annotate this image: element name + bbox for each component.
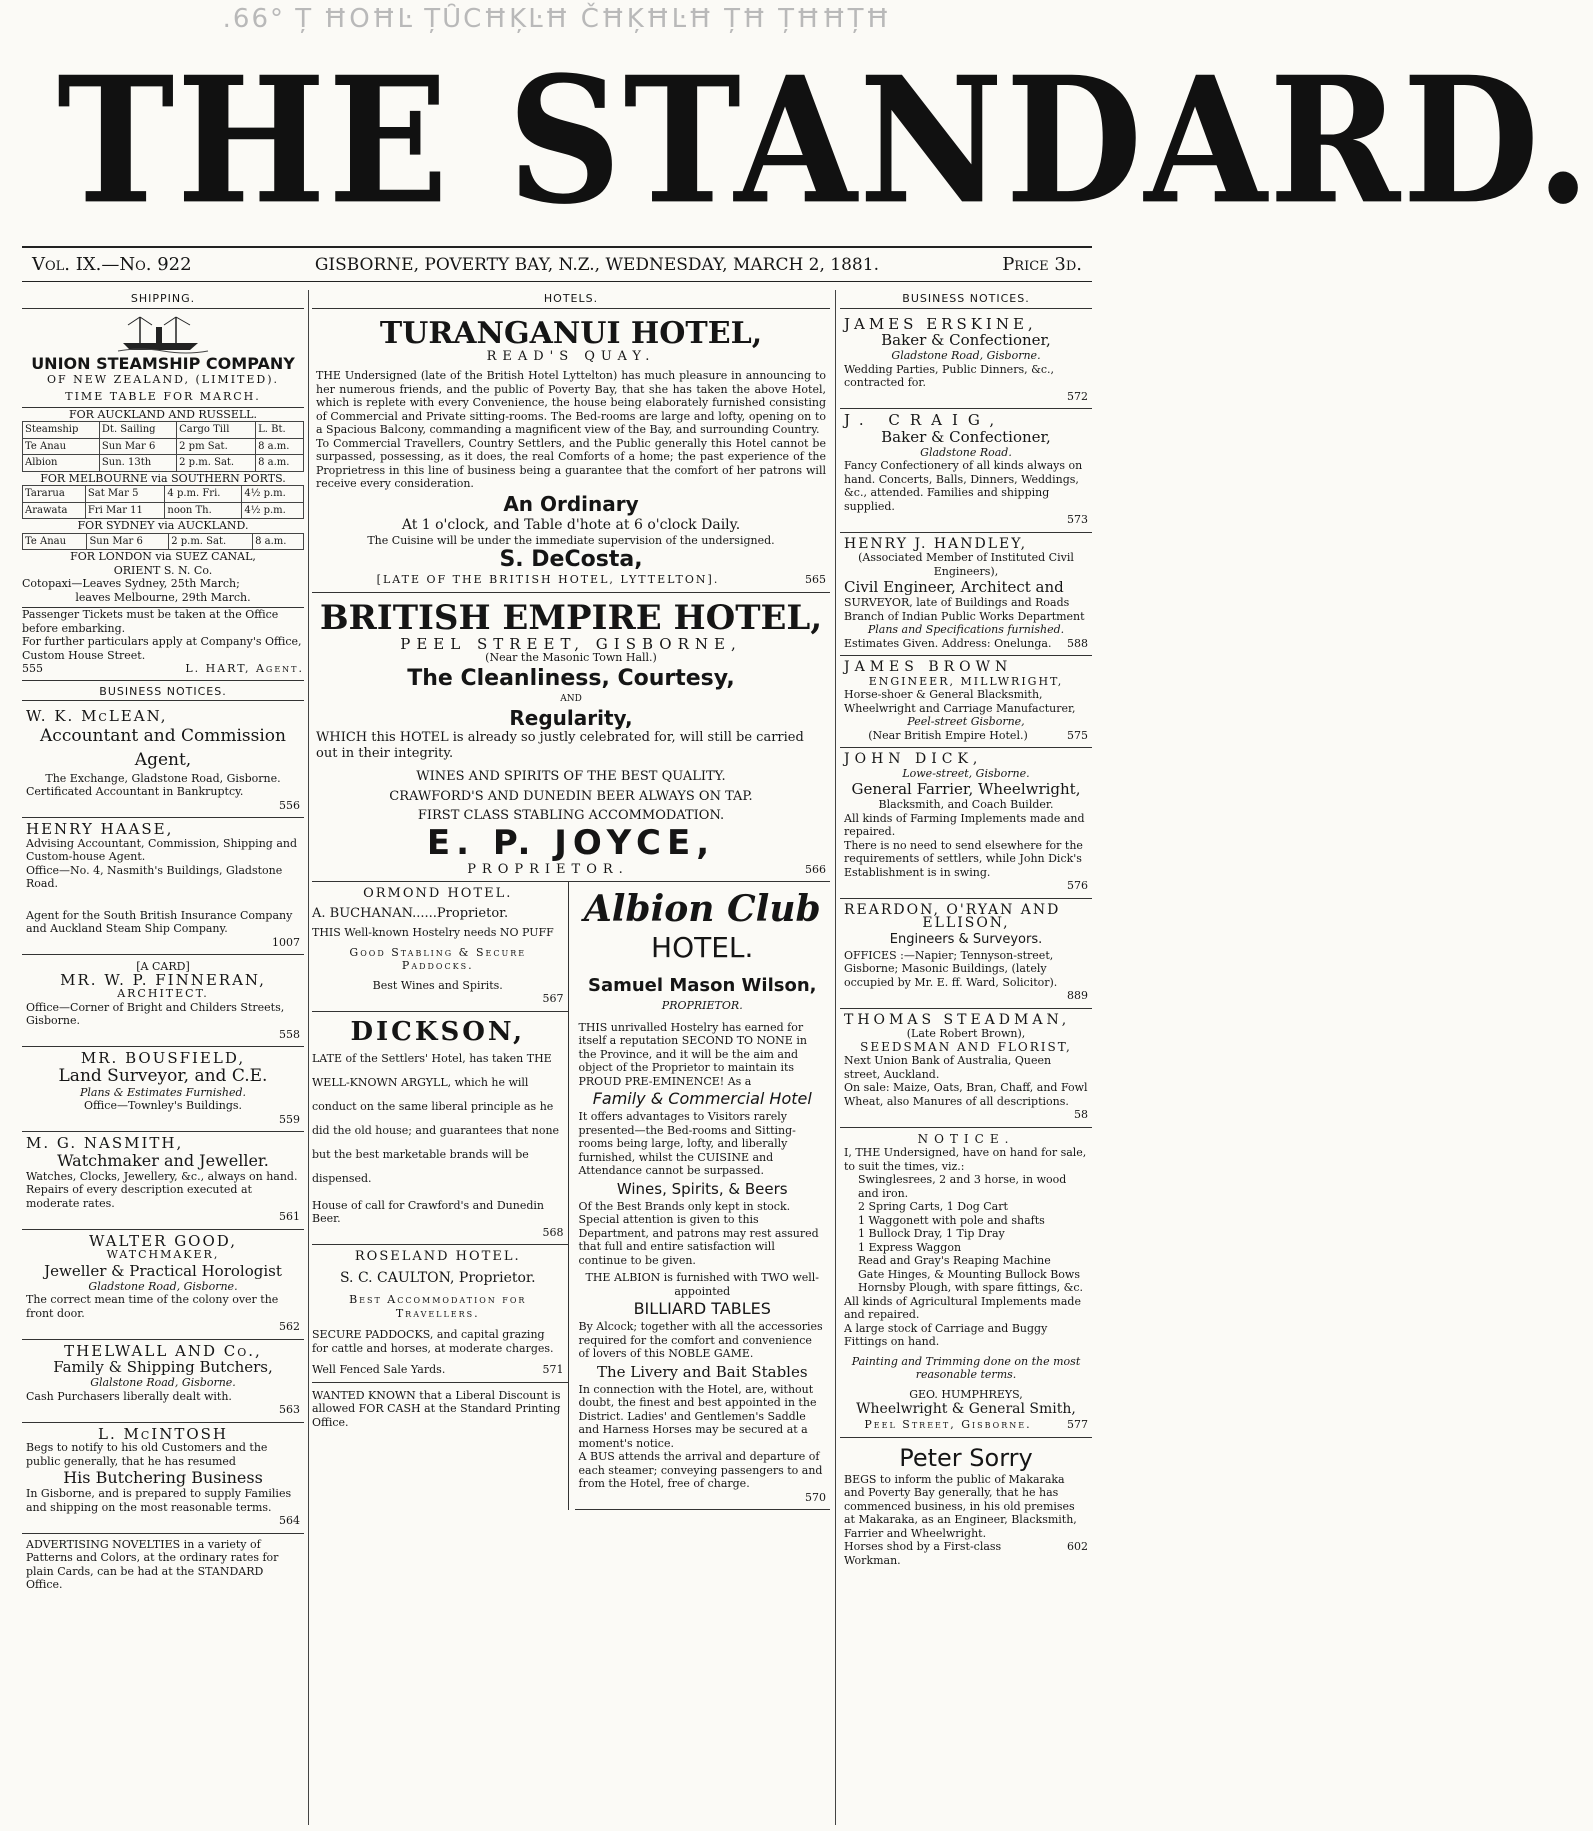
table-cell: Sun Mar 6 xyxy=(87,533,169,550)
ad-name: W. K. McLEAN, xyxy=(26,707,168,725)
notice-stock: A large stock of Carriage and Buggy Fittings on hand. xyxy=(844,1321,1048,1348)
table-cell: 4 p.m. Fri. xyxy=(165,486,242,503)
ad-brown xyxy=(840,656,1092,748)
ad-note: There is no need to send elsewhere for the requirements of settlers, while John Dick's Establishment is in swing. xyxy=(844,838,1083,879)
ad-ref: 588 xyxy=(1067,636,1088,650)
ad-body: THE Undersigned (late of the British Hotel Lyttelton) has much pleasure in announcing to her numerous friends, and the public of Poverty Bay, that she has taken the above Hotel, which is replete with every Convenience, the house being elaborately furnished consisting of Commercial and Private sitting-rooms. The Bed-rooms are large and lofty, opening on to a Spacious Balcony, commanding a magnificent view of the Bay, and surrounding Country. xyxy=(316,369,826,436)
particulars-note: For further particulars apply at Company's Office, Custom House Street. xyxy=(22,635,302,662)
hotel-name: ORMOND HOTEL. xyxy=(363,886,513,901)
ad-office: Office—Townley's Buildings. xyxy=(83,1099,243,1112)
ad-address: Gladstone Road, Gisborne. xyxy=(88,1279,238,1293)
notice-desc: I, THE Undersigned, have on hand for sale, to suit the times, viz.: xyxy=(844,1146,1087,1173)
estimates-line xyxy=(844,637,1088,651)
ad-wanted xyxy=(312,1383,568,1436)
near-text: (Near British Empire Hotel.) xyxy=(868,728,1028,742)
ad-assoc: (Associated Member of Instituted Civil Engineers), xyxy=(858,551,1074,578)
newspaper-page xyxy=(22,0,1593,1831)
hotel-address: READ'S QUAY. xyxy=(486,348,656,364)
ad-desc4: By Alcock; together with all the accessories required for the comfort and convenience of lovers of this NOBLE GAME. xyxy=(578,1320,823,1360)
masthead-title: THE STANDARD. xyxy=(57,39,1593,244)
wines-line: WINES AND SPIRITS OF THE BEST QUALITY. xyxy=(416,769,726,784)
horses-text: Horses shod by a First-class Workman. xyxy=(844,1540,1002,1567)
ad-desc: THIS unrivalled Hostelry has earned for itself a reputation SECOND TO NONE in the Province, and it will be the aim and object of the Proprietor to maintain its PROUD PRE-EMINENCE! As a xyxy=(578,1020,807,1088)
ad-name: HENRY HAASE, xyxy=(26,820,174,838)
proprietor-name: E. P. JOYCE, xyxy=(426,822,716,863)
ad-desc: BEGS to inform the public of Makaraka and Poverty Bay generally, that he has commenced business, in his old premises at Makaraka, as an Engineer, Blacksmith, Farrier and Wheelwright. xyxy=(844,1472,1077,1540)
steamship-icon xyxy=(118,313,208,353)
ad-office: Office—No. 4, Nasmith's Buildings, Gladstone Road. xyxy=(26,863,283,890)
prop-line xyxy=(316,863,826,877)
ad-dick xyxy=(840,748,1092,899)
cotopaxi-departure: Cotopaxi—Leaves Sydney, 25th March; xyxy=(22,577,240,590)
ad-address: Gladstone Road. xyxy=(920,445,1012,459)
ad-ref: 558 xyxy=(279,1027,300,1041)
passenger-note: Passenger Tickets must be taken at the Office before embarking. xyxy=(22,607,304,635)
ad-address: Peel Street, Gisborne. xyxy=(864,1418,1032,1431)
ad-title: Baker & Confectioner, xyxy=(881,331,1051,349)
ad-desc: Advising Accountant, Commission, Shipping and Custom-house Agent. xyxy=(26,836,298,863)
ad-name: JAMES BROWN xyxy=(844,659,1013,675)
ad-desc3: Of the Best Brands only kept in stock. Special attention is given to this Department, and patrons may rest assured that full and entire satisfaction will continue to be given. xyxy=(578,1199,819,1267)
hotel-label: HOTEL. xyxy=(651,931,754,964)
hotel-name: ROSELAND HOTEL. xyxy=(354,1249,521,1264)
table-row xyxy=(23,455,304,472)
ad-ref: 575 xyxy=(1067,728,1088,742)
slogan-line2: Regularity, xyxy=(509,706,633,730)
proprietor-name: A. BUCHANAN......Proprietor. xyxy=(312,905,509,921)
table-row xyxy=(23,533,304,550)
cotopaxi-melbourne: leaves Melbourne, 29th March. xyxy=(75,590,251,604)
ad-desc5: In connection with the Hotel, are, without doubt, the finest and best appointed in the District. Ladies' and Gentlemen's Saddle and Harness Horses may be secured at a moment's notice. xyxy=(578,1382,817,1450)
route-melbourne: FOR MELBOURNE via SOUTHERN PORTS. xyxy=(40,471,286,485)
ad-craig xyxy=(840,409,1092,533)
table-cell: Tararua xyxy=(23,486,86,503)
ad-name: L. McINTOSH xyxy=(98,1424,228,1443)
ad-ref: 571 xyxy=(542,1363,564,1376)
table-cell: 2 pm Sat. xyxy=(177,438,256,455)
table-cell: 4½ p.m. xyxy=(242,486,304,503)
column-business xyxy=(840,292,1092,1572)
ad-address: Peel-street Gisborne, xyxy=(907,715,1025,728)
company-name: UNION STEAMSHIP COMPANY xyxy=(31,353,295,373)
ad-title: Wheelwright & General Smith, xyxy=(856,1401,1076,1417)
club-name: Albion Club xyxy=(583,888,821,930)
bus-note: A BUS attends the arrival and departure of each steamer; conveying passengers to and from the Hotel, free of charge. xyxy=(578,1450,823,1490)
ad-desc: THIS Well-known Hostelry needs NO PUFF xyxy=(312,926,554,939)
ad-desc2: It offers advantages to Visitors rarely presented—the Bed-rooms and Sitting-rooms being large, lofty, and liberally furnished, whilst the CUISINE and Attendance cannot be surpassed. xyxy=(578,1110,796,1177)
ad-name: HENRY J. HANDLEY, xyxy=(844,535,1028,552)
ad-peter-sorry xyxy=(840,1438,1092,1573)
ad-desc: Cash Purchasers liberally dealt with. xyxy=(26,1389,232,1403)
notice-agr: All kinds of Agricultural Implements made and repaired. xyxy=(844,1294,1081,1321)
ad-address: Gladstone Road, Gisborne. xyxy=(891,349,1041,362)
ad-ref: 1007 xyxy=(272,935,300,949)
column-rule xyxy=(308,290,309,1825)
table-cell: Fri Mar 11 xyxy=(85,502,165,519)
ad-ref: 555 xyxy=(22,662,43,675)
proprietor-name: Samuel Mason Wilson, xyxy=(588,975,817,996)
ad-name: MR. BOUSFIELD, xyxy=(80,1049,246,1067)
ad-erskine xyxy=(840,313,1092,410)
route-auckland: FOR AUCKLAND AND RUSSELL. xyxy=(22,407,304,422)
timetable-melbourne xyxy=(22,485,304,519)
ad-name: THELWALL AND Co., xyxy=(64,1341,262,1360)
list-item: Hornsby Plough, with spare fittings, &c. xyxy=(858,1281,1084,1294)
notice-painting: Painting and Trimming done on the most reasonable terms. xyxy=(851,1354,1081,1381)
ad-ref: 889 xyxy=(1067,989,1088,1002)
list-item: 1 Bullock Dray, 1 Tip Dray xyxy=(858,1227,1005,1240)
ad-title: Land Surveyor, and C.E. xyxy=(58,1065,268,1086)
ad-sub: Blacksmith, and Coach Builder. xyxy=(878,798,1054,811)
ad-desc: Fancy Confectionery of all kinds always on hand. Concerts, Balls, Dinners, Weddings, &c., attended. Families and shipping supplied. xyxy=(844,459,1083,513)
list-item: Read and Gray's Reaping Machine xyxy=(858,1254,1051,1267)
ad-ref: 602 xyxy=(1067,1540,1088,1553)
yards-line xyxy=(312,1363,564,1377)
ad-mcintosh xyxy=(22,1423,304,1534)
ad-ref: 564 xyxy=(279,1514,300,1527)
near-line xyxy=(844,729,1088,743)
ad-plans: Plans & Estimates Furnished. xyxy=(79,1085,247,1099)
ad-agent: Agent for the South British Insurance Company and Auckland Steam Ship Company. xyxy=(26,908,293,935)
ad-ref: 572 xyxy=(1067,389,1088,403)
livery-heading: The Livery and Bait Stables xyxy=(596,1362,808,1381)
ad-title: WATCHMAKER, xyxy=(106,1248,220,1261)
table-cell: 8 a.m. xyxy=(253,533,304,550)
ad-british-empire xyxy=(312,593,830,883)
ad-haase xyxy=(22,818,304,955)
ad-title: Accountant and Commission Agent, xyxy=(40,725,286,770)
ad-desc: WANTED KNOWN that a Liberal Discount is allowed FOR CASH at the Standard Printing Office. xyxy=(312,1388,561,1429)
table-row xyxy=(23,502,304,519)
ad-desc: Wedding Parties, Public Dinners, &c., contracted for. xyxy=(844,362,1055,389)
family-heading: Family & Commercial Hotel xyxy=(592,1089,812,1108)
ad-title: Family & Shipping Butchers, xyxy=(53,1358,273,1376)
slogan-line1: The Cleanliness, Courtesy, xyxy=(407,665,735,691)
ad-ref: 573 xyxy=(1067,513,1088,526)
table-cell: Sun. 13th xyxy=(99,455,176,472)
hotels-lower xyxy=(312,882,830,1510)
geo-address-line xyxy=(844,1418,1088,1432)
ad-late: (Late Robert Brown), xyxy=(906,1027,1026,1040)
ad-ref: 58 xyxy=(1074,1108,1088,1121)
table-cell: 2 p.m. Sat. xyxy=(169,533,253,550)
ad-thelwall xyxy=(22,1340,304,1423)
ad-offices: OFFICES :—Napier; Tennyson-street, Gisborne; Masonic Buildings, (lately occupied by Mr. E. ff. Ward, Solicitor). xyxy=(844,948,1058,989)
horses-line xyxy=(844,1540,1088,1567)
section-heading-hotels: HOTELS. xyxy=(312,292,830,309)
table-cell: Te Anau xyxy=(23,438,100,455)
ad-name: JOHN DICK, xyxy=(844,751,983,767)
beer-line: CRAWFORD'S AND DUNEDIN BEER ALWAYS ON TAP. xyxy=(389,788,753,804)
furnished-line: THE ALBION is furnished with TWO well-appointed xyxy=(585,1271,819,1298)
list-item: Gate Hinges, & Mounting Bullock Bows xyxy=(858,1267,1080,1281)
table-cell: noon Th. xyxy=(165,502,242,519)
ad-nasmith xyxy=(22,1132,304,1230)
ad-body2: To Commercial Travellers, Country Settlers, and the Public generally this Hotel cannot be surpassed, possessing, as it does, the real Comforts of a home; the past experience of the Proprietress in this line of business being a guarantee that the comfort of her patrons will receive every consideration. xyxy=(316,436,826,490)
ad-title: Watchmaker and Jeweller. xyxy=(57,1150,269,1170)
ad-title: Baker & Confectioner, xyxy=(881,427,1051,446)
ad-name: J. CRAIG, xyxy=(844,411,1005,429)
table-cell: 2 p.m. Sat. xyxy=(177,455,256,472)
wines-line: Best Wines and Spirits. xyxy=(372,978,503,992)
ad-finneran xyxy=(22,955,304,1047)
agent-line xyxy=(22,662,304,681)
late-of: [LATE OF THE BRITISH HOTEL, LYTTELTON]. xyxy=(376,573,720,586)
ad-ref: 556 xyxy=(279,798,300,812)
billiard-heading: BILLIARD TABLES xyxy=(633,1299,771,1318)
ad-call: House of call for Crawford's and Dunedin Beer. xyxy=(312,1198,544,1225)
column-rule xyxy=(835,290,836,1825)
hotels-lower-left xyxy=(312,882,568,1510)
ad-ref: 577 xyxy=(1067,1418,1088,1431)
ad-name: JAMES ERSKINE, xyxy=(844,314,1037,333)
ad-ref: 568 xyxy=(542,1225,564,1239)
notice-heading: NOTICE. xyxy=(917,1131,1015,1146)
ad-note: Certificated Accountant in Bankruptcy. xyxy=(26,785,244,798)
ordinary-heading: An Ordinary xyxy=(503,491,639,516)
ad-good xyxy=(22,1230,304,1340)
proprietor-name: S. DeCosta, xyxy=(499,547,643,572)
company-of: OF NEW ZEALAND, (LIMITED). xyxy=(46,372,280,386)
slogan-and: AND xyxy=(560,693,582,704)
ad-desc: The correct mean time of the colony over the front door. xyxy=(26,1293,279,1320)
ad-desc: ADVERTISING NOVELTIES in a variety of Patterns and Colors, at the ordinary rates for plain Cards, can be had at the STANDARD Office. xyxy=(26,1537,279,1591)
estimates-text: Estimates Given. Address: Onelunga. xyxy=(844,636,1052,650)
timetable-sydney xyxy=(22,533,304,551)
ad-ref: 567 xyxy=(542,992,564,1005)
ad-ormond xyxy=(312,882,568,1012)
ad-ref: 570 xyxy=(805,1490,826,1504)
price: Price 3d. xyxy=(1002,254,1082,275)
ad-roseland xyxy=(312,1245,568,1383)
ad-ref: 562 xyxy=(279,1320,300,1333)
ad-address: Lowe-street, Gisborne. xyxy=(902,766,1030,780)
timetable-heading: TIME TABLE FOR MARCH. xyxy=(65,390,261,403)
ad-desc: LATE of the Settlers' Hotel, has taken THE WELL-KNOWN ARGYLL, which he will conduct on the same liberal principle as he did the old house; and guarantees that none but the best marketable brands will be dispensed. xyxy=(312,1051,560,1185)
hotel-name: BRITISH EMPIRE HOTEL, xyxy=(319,597,823,638)
ad-address: The Exchange, Gladstone Road, Gisborne. xyxy=(45,771,281,785)
ad-mclean xyxy=(22,705,304,818)
ad-title: Engineers & Surveyors. xyxy=(889,931,1043,947)
ad-ref: 561 xyxy=(279,1210,300,1223)
hotel-address: PEEL STREET, GISBORNE, xyxy=(400,634,742,653)
ad-turanganui xyxy=(312,313,830,593)
ad-office: Office—Corner of Bright and Childers Streets, Gisborne. xyxy=(26,1000,285,1027)
ad-title: SEEDSMAN AND FLORIST, xyxy=(860,1039,1072,1054)
ad-desc: SECURE PADDOCKS, and capital grazing for cattle and horses, at moderate charges. xyxy=(312,1328,554,1355)
table-cell: 8 a.m. xyxy=(256,455,304,472)
column-shipping xyxy=(22,292,304,1596)
ad-ref: 559 xyxy=(279,1112,300,1126)
proprietor-name: S. C. CAULTON, Proprietor. xyxy=(339,1269,536,1286)
ad-reardon xyxy=(840,899,1092,1009)
ad-ref: 563 xyxy=(279,1403,300,1416)
best-line: Best Accommodation for Travellers. xyxy=(349,1293,527,1320)
route-london-line: ORIENT S. N. Co. xyxy=(113,563,213,577)
table-cell: 8 a.m. xyxy=(256,438,304,455)
ad-notice xyxy=(840,1128,1092,1438)
ad-name: WALTER GOOD, xyxy=(88,1231,238,1250)
ad-sale: On sale: Maize, Oats, Bran, Chaff, and Fowl Wheat, also Manures of all descriptions. xyxy=(844,1081,1088,1108)
stabling-line: Good Stabling & Secure Paddocks. xyxy=(349,945,527,972)
ad-desc: All kinds of Farming Implements made and repaired. xyxy=(844,811,1085,838)
proprietor-label: PROPRIETOR. xyxy=(661,999,743,1012)
ad-ref: 566 xyxy=(805,862,826,876)
table-header: Dt. Sailing xyxy=(99,422,176,439)
ad-albion xyxy=(575,882,831,1510)
ad-title: General Farrier, Wheelwright, xyxy=(851,780,1081,798)
ad-title2: Jeweller & Practical Horologist xyxy=(44,1261,282,1280)
table-row xyxy=(23,438,304,455)
proprietor-label: PROPRIETOR. xyxy=(467,861,629,877)
volume-number: Vol. IX.—No. 922 xyxy=(32,254,192,275)
ad-body: WHICH this HOTEL is already so justly celebrated for, will still be carried out in their integrity. xyxy=(316,730,804,761)
ad-advertising xyxy=(22,1534,304,1596)
ad-name: THOMAS STEADMAN, xyxy=(844,1011,1071,1028)
list-item: Swinglesrees, 2 and 3 horse, in wood and iron. xyxy=(858,1173,1067,1200)
column-hotels xyxy=(312,292,830,1510)
ad-name: Peter Sorry xyxy=(899,1443,1033,1472)
table-cell: Albion xyxy=(23,455,100,472)
table-row xyxy=(23,486,304,503)
ad-bousfield xyxy=(22,1047,304,1132)
ad-handley xyxy=(840,533,1092,657)
ad-desc2: In Gisborne, and is prepared to supply Families and shipping on the most reasonable terms. xyxy=(26,1487,292,1514)
ad-name2: ELLISON, xyxy=(922,915,1010,931)
table-header: Steamship xyxy=(23,422,100,439)
section-heading-shipping: SHIPPING. xyxy=(22,292,304,309)
ad-title: ARCHITECT. xyxy=(117,987,209,1000)
ad-desc: Begs to notify to his old Customers and the public generally, that he has resumed xyxy=(26,1441,268,1468)
route-london: FOR LONDON via SUEZ CANAL, xyxy=(70,550,256,563)
ad-desc: Horse-shoer & General Blacksmith, Wheelwright and Carriage Manufacturer, xyxy=(844,688,1076,715)
table-cell: 4½ p.m. xyxy=(242,502,304,519)
wines-heading: Wines, Spirits, & Beers xyxy=(616,1179,788,1198)
timetable-auckland xyxy=(22,421,304,472)
ad-name: REARDON, O'RYAN AND xyxy=(844,901,1061,918)
late-line xyxy=(316,573,826,587)
ad-name: M. G. NASMITH, xyxy=(26,1134,184,1152)
table-cell: Te Anau xyxy=(23,533,87,550)
list-item: 2 Spring Carts, 1 Dog Cart xyxy=(858,1200,1008,1213)
ad-ref: 576 xyxy=(1067,879,1088,892)
ad-card: [A CARD] xyxy=(136,960,190,973)
hotel-near: (Near the Masonic Town Hall.) xyxy=(485,651,657,664)
ad-desc: SURVEYOR, late of Buildings and Roads Branch of Indian Public Works Department xyxy=(844,596,1085,623)
notice-list xyxy=(844,1173,1088,1295)
ad-title: Civil Engineer, Architect and xyxy=(844,578,1064,596)
route-sydney: FOR SYDNEY via AUCKLAND. xyxy=(77,519,249,532)
ordinary-times: At 1 o'clock, and Table d'hote at 6 o'clock Daily. xyxy=(401,516,741,533)
section-heading-business: BUSINESS NOTICES. xyxy=(840,292,1092,309)
table-cell: Sat Mar 5 xyxy=(85,486,165,503)
hotels-lower-right xyxy=(568,882,831,1510)
table-cell: Sun Mar 6 xyxy=(99,438,176,455)
ad-name: GEO. HUMPHREYS, xyxy=(909,1387,1023,1401)
masthead-noise: .66° Ț ĦOĦĿ ȚȖCĦĶĿĦ ČĦĶĦĿĦ ȚĦ ȚĦĦȚĦ xyxy=(222,4,892,34)
cuisine-note: The Cuisine will be under the immediate supervision of the undersigned. xyxy=(367,533,775,547)
table-header: L. Bt. xyxy=(256,422,304,439)
dateline xyxy=(22,246,1092,282)
agent-name: L. HART, Agent. xyxy=(185,662,304,675)
list-item: 1 Express Waggon xyxy=(858,1240,962,1254)
ad-name: DICKSON, xyxy=(350,1016,526,1047)
stabling-line: FIRST CLASS STABLING ACCOMMODATION. xyxy=(417,808,725,823)
table-header-row xyxy=(23,422,304,439)
ad-title: ENGINEER, MILLWRIGHT, xyxy=(868,674,1064,688)
list-item: 1 Waggonett with pole and shafts xyxy=(858,1213,1045,1227)
yards-text: Well Fenced Sale Yards. xyxy=(312,1363,446,1376)
table-cell: Arawata xyxy=(23,502,86,519)
ad-title: His Butchering Business xyxy=(63,1468,263,1487)
hotel-name: TURANGANUI HOTEL, xyxy=(379,315,763,351)
ad-address: Next Union Bank of Australia, Queen street, Auckland. xyxy=(844,1054,1052,1081)
ad-plans: Plans and Specifications furnished. xyxy=(867,623,1065,636)
ad-ref: 565 xyxy=(805,573,826,586)
place-date: GISBORNE, POVERTY BAY, N.Z., WEDNESDAY, MARCH 2, 1881. xyxy=(314,255,879,275)
ad-name: MR. W. P. FINNERAN, xyxy=(60,970,266,989)
ad-dickson xyxy=(312,1012,568,1246)
ad-address: Glalstone Road, Gisborne. xyxy=(90,1376,236,1389)
table-header: Cargo Till xyxy=(177,422,256,439)
section-heading-business: BUSINESS NOTICES. xyxy=(22,685,304,702)
ad-desc: Watches, Clocks, Jewellery, &c., always on hand. Repairs of every description executed at moderate rates. xyxy=(26,1169,298,1210)
ad-steadman xyxy=(840,1009,1092,1128)
